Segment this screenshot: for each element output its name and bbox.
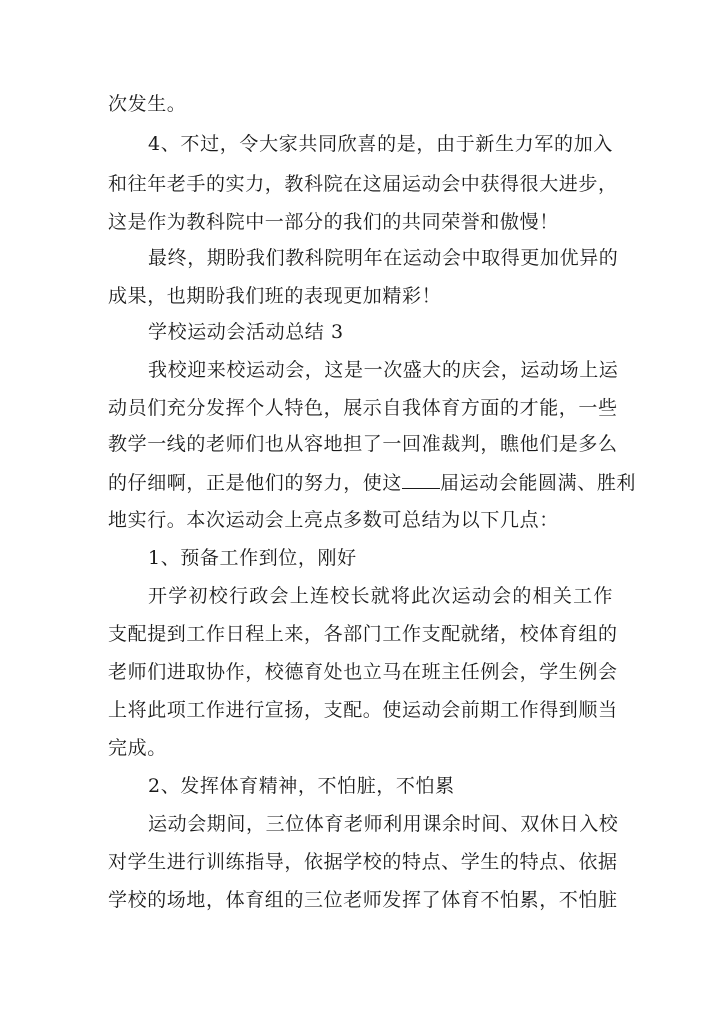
text-segment: 的仔细啊，正是他们的努力，使这 (108, 472, 403, 494)
text-line: 老师们进取协作，校德育处也立马在班主任例会，学生例会 (108, 661, 618, 683)
list-heading: 2、发挥体育精神，不怕脏，不怕累 (148, 775, 455, 797)
text-line: 上将此项工作进行宣扬，支配。使运动会前期工作得到顺当 (108, 699, 618, 721)
text-line: 完成。 (108, 737, 167, 759)
text-segment: 届运动会能圆满、胜利 (440, 472, 637, 494)
text-line: 我校迎来校运动会，这是一次盛大的庆会，运动场上运 (148, 359, 619, 381)
list-heading: 1、预备工作到位，刚好 (148, 547, 357, 569)
text-line: 教学一线的老师们也从容地担了一回准裁判，瞧他们是多么 (108, 433, 618, 455)
text-line: 开学初校行政会上连校长就将此次运动会的相关工作 (148, 585, 613, 607)
text-line: 最终，期盼我们教科院明年在运动会中取得更加优异的 (148, 247, 619, 269)
text-line: 4、不过，令大家共同欣喜的是，由于新生力军的加入 (148, 133, 613, 155)
text-line: 这是作为教科院中一部分的我们的共同荣誉和傲慢！ (108, 211, 559, 233)
text-line: 次发生。 (108, 93, 187, 115)
text-line: 学校的场地，体育组的三位老师发挥了体育不怕累，不怕脏 (108, 889, 618, 911)
fill-blank (402, 470, 440, 489)
text-line: 对学生进行训练指导，依据学校的特点、学生的特点、依据 (108, 851, 618, 873)
text-line-with-blank (108, 470, 637, 495)
text-line: 成果，也期盼我们班的表现更加精彩！ (108, 285, 442, 307)
section-heading: 学校运动会活动总结 3 (148, 321, 344, 343)
text-line: 和往年老手的实力，教科院在这届运动会中获得很大进步， (108, 173, 618, 195)
text-line: 动员们充分发挥个人特色，展示自我体育方面的才能，一些 (108, 397, 618, 419)
text-line: 运动会期间，三位体育老师利用课余时间、双休日入校 (148, 813, 619, 835)
text-line: 地实行。本次运动会上亮点多数可总结为以下几点： (108, 509, 559, 531)
text-line: 支配提到工作日程上来，各部门工作支配就绪，校体育组的 (108, 623, 618, 645)
